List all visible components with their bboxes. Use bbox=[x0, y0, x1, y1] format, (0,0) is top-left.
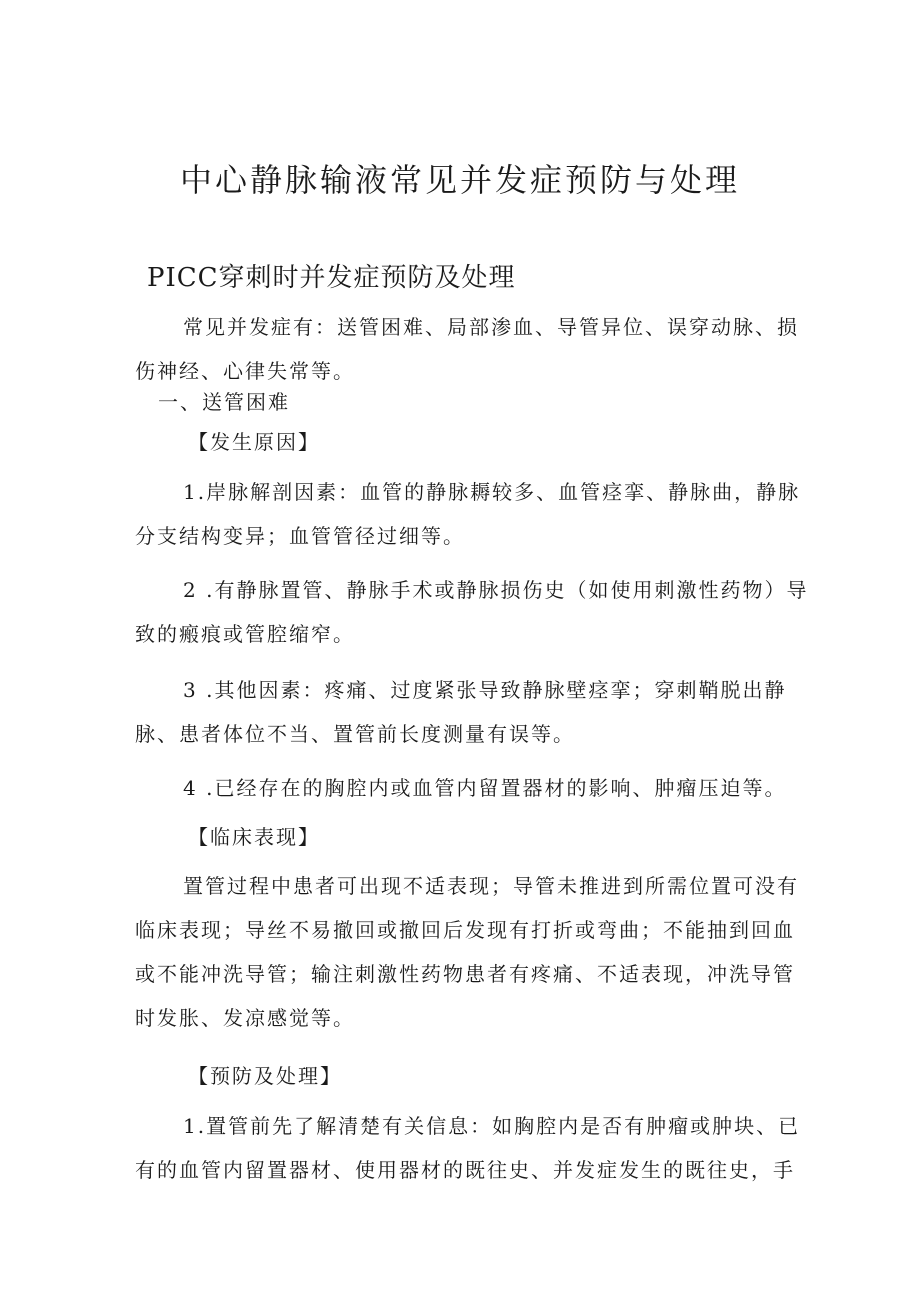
paragraph-line: 4 .已经存在的胸腔内或血管内留置器材的影响、肿瘤压迫等。 bbox=[183, 776, 787, 800]
paragraph-line: 2 .有静脉置管、静脉手术或静脉损伤史（如使用刺激性药物）导 bbox=[183, 578, 809, 602]
cause-item-2 bbox=[135, 568, 809, 656]
cause-item-1 bbox=[135, 470, 801, 558]
paragraph-line: 致的瘢痕或管腔缩窄。 bbox=[135, 622, 355, 646]
clinical-paragraph bbox=[135, 864, 799, 1040]
paragraph-line: 临床表现；导丝不易撤回或撤回后发现有打折或弯曲；不能抽到回血 bbox=[135, 918, 795, 942]
cause-item-4 bbox=[135, 766, 795, 810]
paragraph-line: 脉、患者体位不当、置管前长度测量有误等。 bbox=[135, 722, 575, 746]
section-heading-1: 一、送管困难 bbox=[158, 390, 290, 414]
cause-heading: 【发生原因】 bbox=[188, 430, 320, 454]
paragraph-line: 有的血管内留置器材、使用器材的既往史、并发症发生的既往史，手 bbox=[135, 1158, 795, 1182]
prevent-item-1 bbox=[135, 1104, 801, 1192]
prevent-heading: 【预防及处理】 bbox=[188, 1064, 342, 1088]
paragraph-line: 常见并发症有：送管困难、局部渗血、导管异位、误穿动脉、损 bbox=[183, 315, 799, 339]
cause-item-3 bbox=[135, 668, 795, 756]
paragraph-line: 或不能冲洗导管；输注刺激性药物患者有疼痛、不适表现，冲洗导管 bbox=[135, 962, 795, 986]
paragraph-line: 置管过程中患者可出现不适表现；导管未推进到所需位置可没有 bbox=[183, 874, 799, 898]
paragraph-line: 3 .其他因素：疼痛、过度紧张导致静脉壁痉挛；穿刺鞘脱出静 bbox=[183, 678, 787, 702]
paragraph-line: 分支结构变异；血管管径过细等。 bbox=[135, 524, 465, 548]
paragraph-line: 时发胀、发凉感觉等。 bbox=[135, 1006, 355, 1030]
paragraph-line: 1.置管前先了解清楚有关信息：如胸腔内是否有肿瘤或肿块、已 bbox=[183, 1114, 801, 1138]
paragraph-line: 伤神经、心律失常等。 bbox=[135, 359, 355, 383]
clinical-heading: 【临床表现】 bbox=[188, 825, 320, 849]
document-title: 中心静脉输液常见并发症预防与处理 bbox=[179, 161, 740, 199]
section-subtitle: PICC穿刺时并发症预防及处理 bbox=[147, 263, 516, 293]
paragraph-line: 1.岸脉解剖因素：血管的静脉耨较多、血管痉挛、静脉曲，静脉 bbox=[183, 480, 801, 504]
